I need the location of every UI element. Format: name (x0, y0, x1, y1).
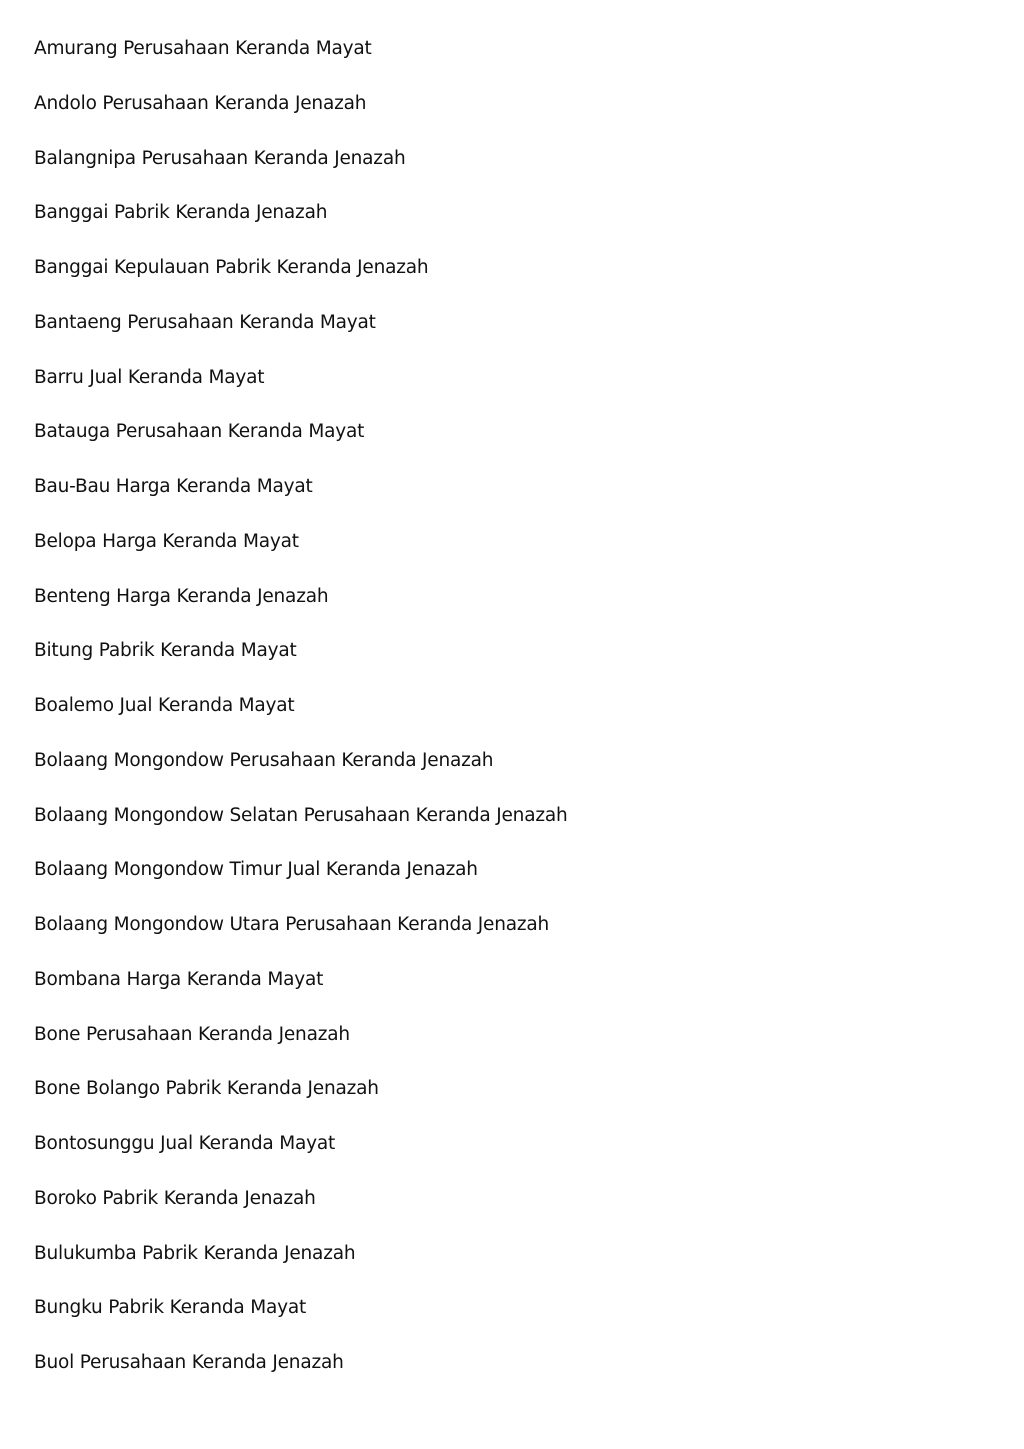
list-item: Amurang Perusahaan Keranda Mayat (34, 38, 372, 59)
list-item: Benteng Harga Keranda Jenazah (34, 585, 329, 607)
list-item: Banggai Pabrik Keranda Jenazah (34, 202, 328, 224)
list-item: Buol Perusahaan Keranda Jenazah (34, 1352, 344, 1373)
list-item: Bitung Pabrik Keranda Mayat (34, 640, 297, 662)
list-item: Batauga Perusahaan Keranda Mayat (34, 421, 365, 443)
list-item: Bontosunggu Jual Keranda Mayat (34, 1133, 336, 1154)
list-item: Bungku Pabrik Keranda Mayat (34, 1297, 307, 1319)
list-item: Bolaang Mongondow Selatan Perusahaan Keranda Jenazah (34, 804, 568, 826)
list-item: Belopa Harga Keranda Mayat (34, 530, 299, 552)
list-item: Boalemo Jual Keranda Mayat (34, 695, 295, 716)
list-item: Bombana Harga Keranda Mayat (34, 968, 324, 990)
list-item: Bolaang Mongondow Perusahaan Keranda Jenazah (34, 749, 494, 771)
list-item: Banggai Kepulauan Pabrik Keranda Jenazah (34, 257, 429, 278)
list-item: Bolaang Mongondow Utara Perusahaan Keranda Jenazah (34, 914, 550, 935)
list-item: Boroko Pabrik Keranda Jenazah (34, 1187, 316, 1209)
list-item: Balangnipa Perusahaan Keranda Jenazah (34, 147, 406, 169)
list-item: Bone Bolango Pabrik Keranda Jenazah (34, 1078, 379, 1100)
list-item: Bantaeng Perusahaan Keranda Mayat (34, 311, 376, 333)
list-item: Bone Perusahaan Keranda Jenazah (34, 1023, 350, 1045)
location-list (34, 36, 568, 1405)
list-item: Bulukumba Pabrik Keranda Jenazah (34, 1242, 356, 1264)
list-item: Bau-Bau Harga Keranda Mayat (34, 476, 313, 497)
list-item: Barru Jual Keranda Mayat (34, 366, 265, 388)
list-item: Andolo Perusahaan Keranda Jenazah (34, 92, 367, 114)
list-item: Bolaang Mongondow Timur Jual Keranda Jenazah (34, 859, 478, 881)
